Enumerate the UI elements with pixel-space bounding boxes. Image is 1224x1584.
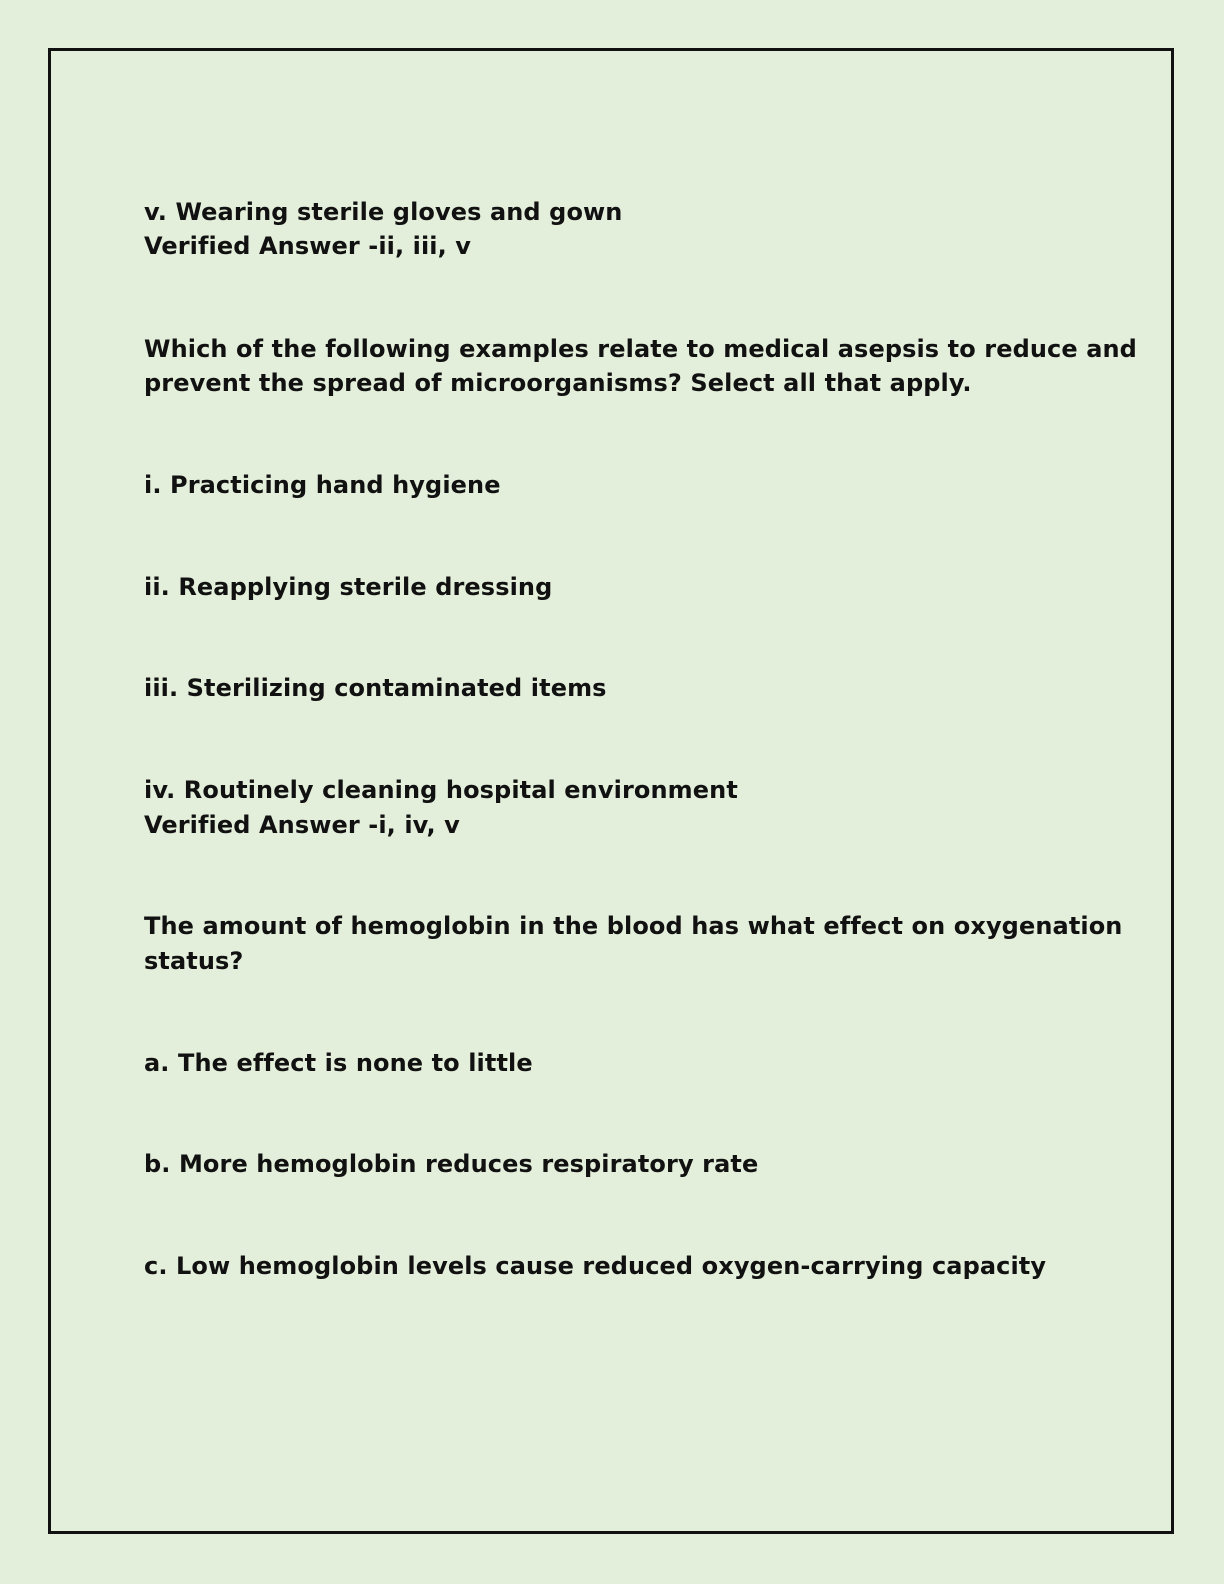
option-a-text: a. The effect is none to little (144, 1049, 533, 1077)
option-i-text: i. Practicing hand hygiene (144, 471, 501, 499)
option-c-text: c. Low hemoglobin levels cause reduced oxygen-carrying capacity (144, 1252, 1047, 1280)
question-2-line-2: prevent the spread of microorganisms? Select all that apply. (144, 369, 972, 397)
question-3-line-2: status? (144, 947, 244, 975)
option-iv-text: iv. Routinely cleaning hospital environment (144, 776, 738, 804)
option-iii-text: iii. Sterilizing contaminated items (144, 674, 607, 702)
question-2-line-1: Which of the following examples relate to medical asepsis to reduce and (144, 335, 1137, 363)
option-v-text: v. Wearing sterile gloves and gown (144, 198, 623, 226)
verified-answer-2: Verified Answer -i, iv, v (144, 811, 460, 839)
verified-answer-1: Verified Answer -ii, iii, v (144, 232, 472, 260)
question-3-line-1: The amount of hemoglobin in the blood has what effect on oxygenation (144, 912, 1123, 940)
option-ii-text: ii. Reapplying sterile dressing (144, 573, 553, 601)
option-b-text: b. More hemoglobin reduces respiratory rate (144, 1150, 759, 1178)
